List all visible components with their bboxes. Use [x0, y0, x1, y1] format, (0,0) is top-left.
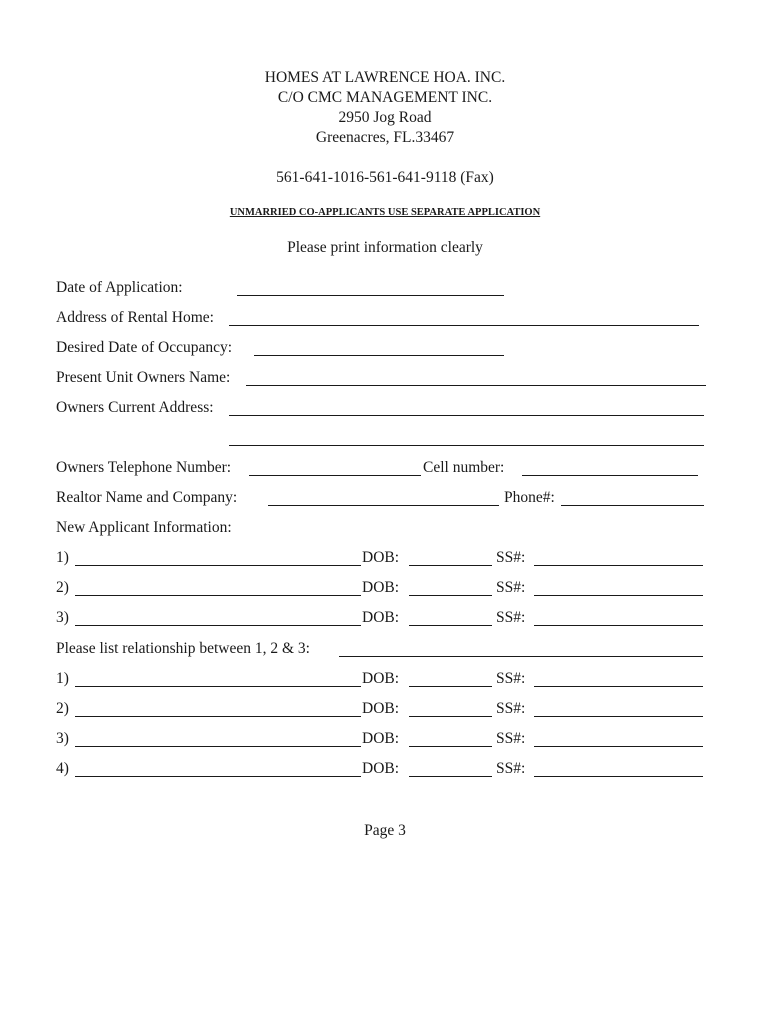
- owners-address-label: Owners Current Address:: [56, 399, 214, 416]
- owners-address-field-line2[interactable]: [229, 445, 704, 446]
- page-number: Page 3: [364, 822, 406, 839]
- date-of-application-label: Date of Application:: [56, 279, 183, 296]
- occupancy-date-label: Desired Date of Occupancy:: [56, 339, 233, 356]
- relation-name-field[interactable]: [75, 716, 361, 717]
- relation-name-field[interactable]: [75, 776, 361, 777]
- dob-label: DOB:: [362, 549, 400, 566]
- relation-name-field[interactable]: [75, 746, 361, 747]
- phone-fax: 561-641-1016-561-641-9118 (Fax): [276, 169, 494, 186]
- cell-number-label: Cell number:: [423, 459, 505, 476]
- ss-label: SS#:: [496, 579, 526, 596]
- dob-field[interactable]: [409, 686, 492, 687]
- date-of-application-field[interactable]: [237, 295, 504, 296]
- print-clearly-instruction: Please print information clearly: [287, 239, 483, 256]
- owners-name-field[interactable]: [246, 385, 706, 386]
- occupancy-date-field[interactable]: [254, 355, 504, 356]
- ss-field[interactable]: [534, 716, 703, 717]
- ss-field[interactable]: [534, 776, 703, 777]
- owners-phone-field[interactable]: [249, 475, 421, 476]
- dob-label: DOB:: [362, 670, 400, 687]
- applicant-number: 3): [56, 609, 69, 626]
- rental-address-field[interactable]: [229, 325, 699, 326]
- relationship-label: Please list relationship between 1, 2 & 3:: [56, 640, 310, 657]
- dob-field[interactable]: [409, 625, 492, 626]
- realtor-field[interactable]: [268, 505, 499, 506]
- owners-name-label: Present Unit Owners Name:: [56, 369, 231, 386]
- ss-label: SS#:: [496, 609, 526, 626]
- dob-label: DOB:: [362, 730, 400, 747]
- dob-field[interactable]: [409, 565, 492, 566]
- applicant-number: 1): [56, 549, 69, 566]
- relation-number: 1): [56, 670, 69, 687]
- dob-label: DOB:: [362, 700, 400, 717]
- relation-number: 2): [56, 700, 69, 717]
- ss-field[interactable]: [534, 565, 703, 566]
- phone-label: Phone#:: [504, 489, 555, 506]
- org-name: HOMES AT LAWRENCE HOA. INC.: [264, 69, 506, 86]
- relation-number: 3): [56, 730, 69, 747]
- dob-field[interactable]: [409, 746, 492, 747]
- ss-field[interactable]: [534, 686, 703, 687]
- cell-number-field[interactable]: [522, 475, 698, 476]
- dob-field[interactable]: [409, 595, 492, 596]
- management-name: C/O CMC MANAGEMENT INC.: [277, 89, 493, 106]
- dob-label: DOB:: [362, 609, 400, 626]
- dob-label: DOB:: [362, 579, 400, 596]
- separate-application-notice: UNMARRIED CO-APPLICANTS USE SEPARATE APPLICATION: [229, 207, 541, 218]
- ss-label: SS#:: [496, 549, 526, 566]
- ss-label: SS#:: [496, 670, 526, 687]
- owners-address-field[interactable]: [229, 415, 704, 416]
- relationship-field[interactable]: [339, 656, 703, 657]
- relation-name-field[interactable]: [75, 686, 361, 687]
- applicant-name-field[interactable]: [75, 625, 361, 626]
- owners-phone-label: Owners Telephone Number:: [56, 459, 232, 476]
- new-applicant-heading: New Applicant Information:: [56, 519, 232, 536]
- ss-label: SS#:: [496, 700, 526, 717]
- dob-field[interactable]: [409, 776, 492, 777]
- ss-label: SS#:: [496, 730, 526, 747]
- applicant-name-field[interactable]: [75, 595, 361, 596]
- ss-field[interactable]: [534, 595, 703, 596]
- dob-field[interactable]: [409, 716, 492, 717]
- phone-field[interactable]: [561, 505, 704, 506]
- street-address: 2950 Jog Road: [338, 109, 432, 126]
- city-address: Greenacres, FL.33467: [315, 129, 455, 146]
- applicant-name-field[interactable]: [75, 565, 361, 566]
- applicant-number: 2): [56, 579, 69, 596]
- relation-number: 4): [56, 760, 69, 777]
- ss-label: SS#:: [496, 760, 526, 777]
- dob-label: DOB:: [362, 760, 400, 777]
- ss-field[interactable]: [534, 746, 703, 747]
- realtor-label: Realtor Name and Company:: [56, 489, 238, 506]
- rental-address-label: Address of Rental Home:: [56, 309, 214, 326]
- ss-field[interactable]: [534, 625, 703, 626]
